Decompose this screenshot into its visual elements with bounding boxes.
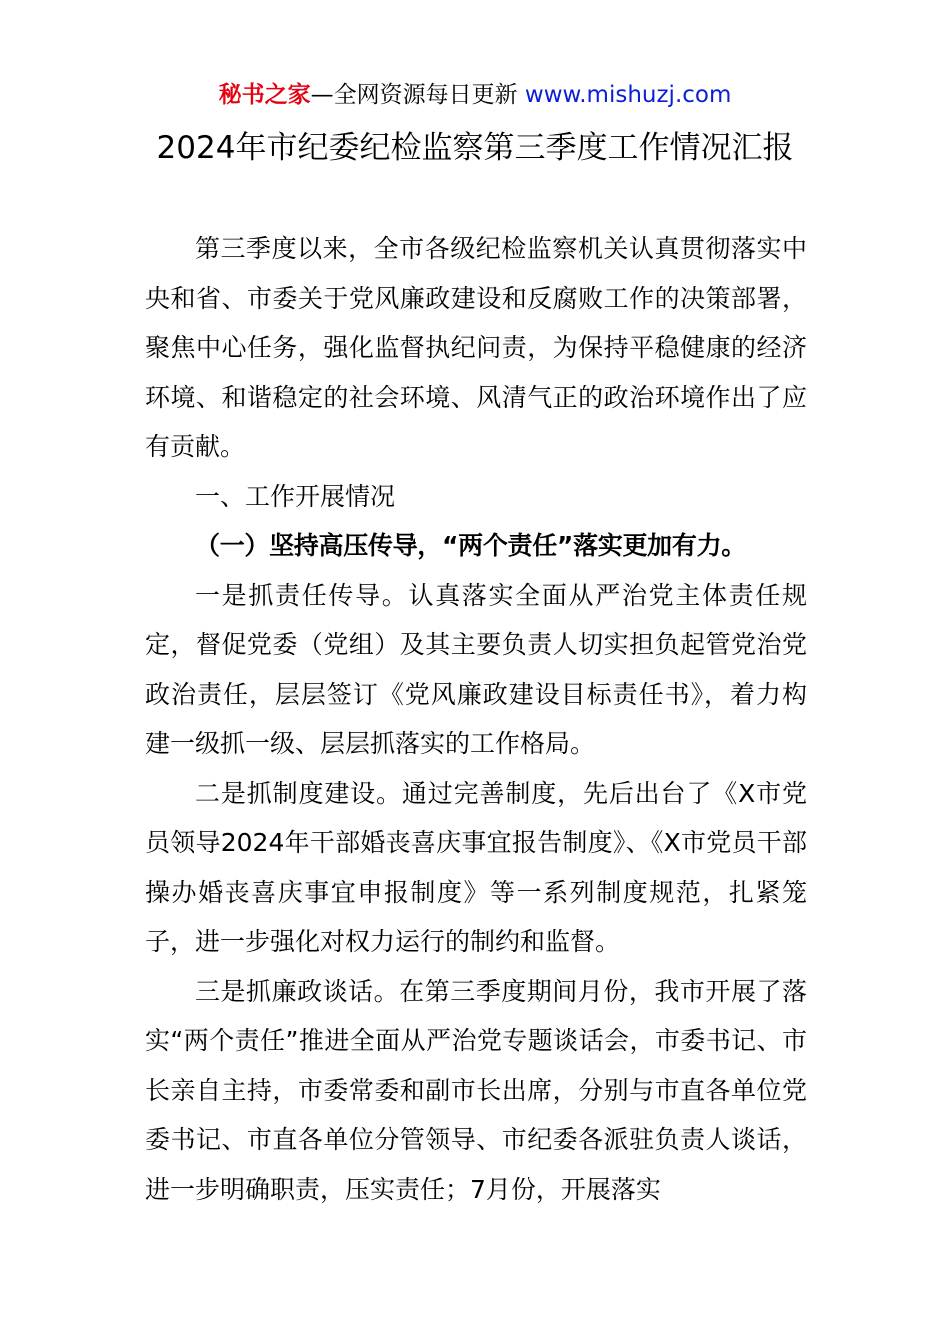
subsection-heading: （一）坚持高压传导，“两个责任”落实更加有力。 (195, 531, 746, 560)
body-paragraph: 一是抓责任传导。认真落实全面从严治党主体责任规定，督促党委（党组）及其主要负责人切实担负起管党治党政治责任，层层签订《党风廉政建设目标责任书》，着力构建一级抓一级、层层抓落实的工作格局。 (145, 580, 807, 758)
document-title: 2024年市纪委纪检监察第三季度工作情况汇报 (156, 130, 794, 166)
site-slogan: —全网资源每日更新 (310, 82, 525, 108)
intro-paragraph: 第三季度以来，全市各级纪检监察机关认真贯彻落实中央和省、市委关于党风廉政建设和反腐败工作的决策部署，聚焦中心任务，强化监督执纪问责，为保持平稳健康的经济环境、和谐稳定的社会环境、风清气正的政治环境作出了应有贡献。 (145, 234, 807, 461)
site-url-link[interactable]: www.mishuzj.com (524, 82, 732, 108)
site-brand: 秘书之家 (218, 82, 311, 108)
document-body (145, 224, 807, 1214)
section-heading: 一、工作开展情况 (195, 481, 396, 511)
site-header (0, 78, 950, 112)
body-paragraph: 三是抓廉政谈话。在第三季度期间月份，我市开展了落实“两个责任”推进全面从严治党专题谈话会，市委书记、市长亲自主持，市委常委和副市长出席，分别与市直各单位党委书记、市直各单位分管领导、市纪委各派驻负责人谈话，进一步明确职责，压实责任；7月份，开展落实 (145, 976, 807, 1204)
body-paragraph: 二是抓制度建设。通过完善制度，先后出台了《X市党员领导2024年干部婚丧喜庆事宜报告制度》、《X市党员干部操办婚丧喜庆事宜申报制度》等一系列制度规范，扎紧笼子，进一步强化对权力运行的制约和监督。 (145, 778, 807, 956)
